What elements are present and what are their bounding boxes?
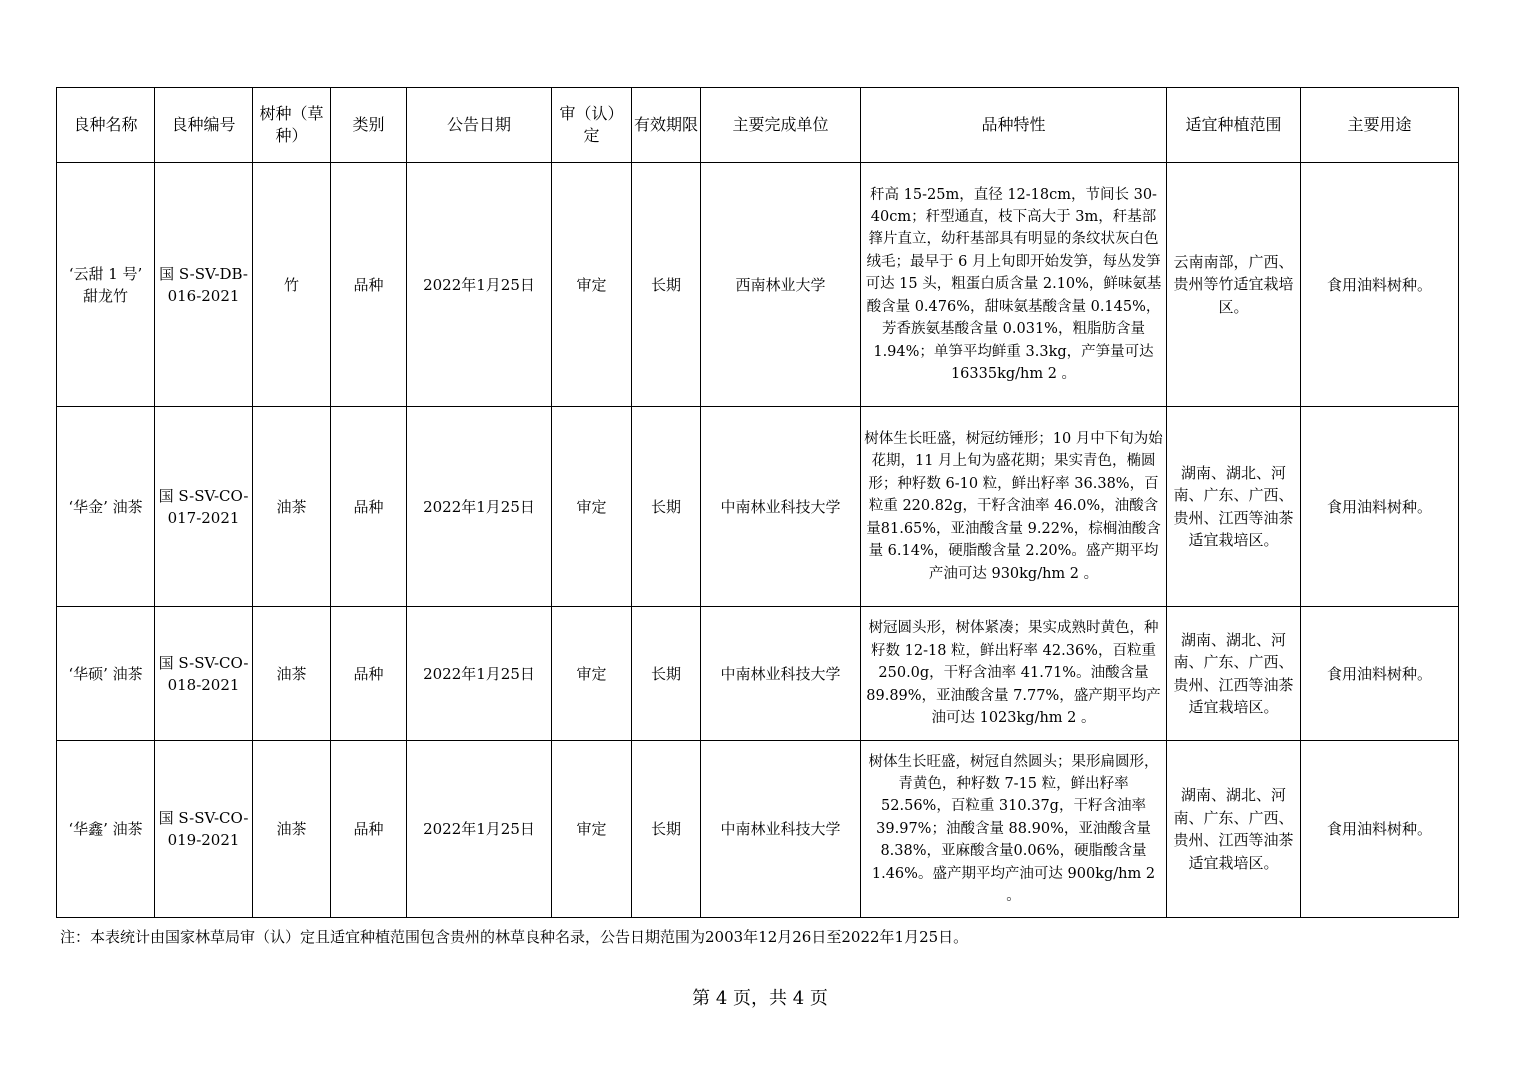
- cell-approval: 审定: [552, 607, 632, 741]
- cell-traits: 树冠圆头形，树体紧凑；果实成熟时黄色，种籽数 12-18 粒，鲜出籽率 42.36%，百粒重 250.0g，干籽含油率 41.71%。油酸含量 89.89%，亚油酸含量 7.77%，盛产期平均产油可达 1023kg/hm 2 。: [861, 607, 1167, 741]
- cell-validity: 长期: [632, 607, 701, 741]
- cell-approval: 审定: [552, 407, 632, 607]
- cell-validity: 长期: [632, 741, 701, 918]
- cell-range: 湖南、湖北、河南、广东、广西、贵州、江西等油茶适宜栽培区。: [1167, 741, 1301, 918]
- cell-validity: 长期: [632, 407, 701, 607]
- header-name: 良种名称: [57, 88, 155, 163]
- cell-range: 湖南、湖北、河南、广东、广西、贵州、江西等油茶适宜栽培区。: [1167, 407, 1301, 607]
- cell-species: 油茶: [253, 407, 331, 607]
- cell-name: ‘华金’ 油茶: [57, 407, 155, 607]
- header-approval: 审（认）定: [552, 88, 632, 163]
- cell-code: 国 S-SV-DB-016-2021: [155, 163, 253, 407]
- cell-date: 2022年1月25日: [407, 407, 552, 607]
- header-traits: 品种特性: [861, 88, 1167, 163]
- cell-name: ‘华硕’ 油茶: [57, 607, 155, 741]
- cell-use: 食用油料树种。: [1301, 163, 1459, 407]
- cell-name: ‘华鑫’ 油茶: [57, 741, 155, 918]
- cell-code: 国 S-SV-CO-018-2021: [155, 607, 253, 741]
- header-use: 主要用途: [1301, 88, 1459, 163]
- cell-traits: 树体生长旺盛，树冠自然圆头；果形扁圆形，青黄色，种籽数 7-15 粒，鲜出籽率 52.56%，百粒重 310.37g，干籽含油率 39.97%；油酸含量 88.90%，亚油酸含量 8.38%，亚麻酸含量0.06%，硬脂酸含量 1.46%。盛产期平均产油可达 900kg/hm 2 。: [861, 741, 1167, 918]
- cell-approval: 审定: [552, 163, 632, 407]
- seed-variety-table: [56, 87, 1459, 918]
- cell-approval: 审定: [552, 741, 632, 918]
- table-footnote: 注：本表统计由国家林草局审（认）定且适宜种植范围包含贵州的林草良种名录，公告日期范围为2003年12月26日至2022年1月25日。: [60, 928, 969, 946]
- cell-species: 油茶: [253, 741, 331, 918]
- header-species: 树种（草种）: [253, 88, 331, 163]
- cell-unit: 中南林业科技大学: [701, 407, 861, 607]
- cell-traits: 秆高 15-25m，直径 12-18cm，节间长 30-40cm；秆型通直，枝下高大于 3m，秆基部箨片直立，幼秆基部具有明显的条纹状灰白色绒毛；最早于 6 月上旬即开始发笋，每丛发笋可达 15 头，粗蛋白质含量 2.10%，鲜味氨基酸含量 0.476%，甜味氨基酸含量 0.145%，芳香族氨基酸含量 0.031%，粗脂肪含量 1.94%；单笋平均鲜重 3.3kg，产笋量可达 16335kg/hm 2 。: [861, 163, 1167, 407]
- header-code: 良种编号: [155, 88, 253, 163]
- cell-range: 湖南、湖北、河南、广东、广西、贵州、江西等油茶适宜栽培区。: [1167, 607, 1301, 741]
- cell-code: 国 S-SV-CO-019-2021: [155, 741, 253, 918]
- cell-category: 品种: [331, 607, 407, 741]
- header-unit: 主要完成单位: [701, 88, 861, 163]
- cell-date: 2022年1月25日: [407, 163, 552, 407]
- cell-date: 2022年1月25日: [407, 607, 552, 741]
- cell-date: 2022年1月25日: [407, 741, 552, 918]
- cell-name: ‘云甜 1 号’ 甜龙竹: [57, 163, 155, 407]
- header-validity: 有效期限: [632, 88, 701, 163]
- header-category: 类别: [331, 88, 407, 163]
- page-number: 第 4 页，共 4 页: [692, 988, 828, 1009]
- table-row: [57, 163, 1459, 407]
- table-row: [57, 741, 1459, 918]
- cell-category: 品种: [331, 407, 407, 607]
- cell-validity: 长期: [632, 163, 701, 407]
- cell-use: 食用油料树种。: [1301, 741, 1459, 918]
- header-range: 适宜种植范围: [1167, 88, 1301, 163]
- cell-use: 食用油料树种。: [1301, 407, 1459, 607]
- cell-category: 品种: [331, 741, 407, 918]
- cell-code: 国 S-SV-CO-017-2021: [155, 407, 253, 607]
- table-row: [57, 607, 1459, 741]
- cell-range: 云南南部，广西、贵州等竹适宜栽培区。: [1167, 163, 1301, 407]
- cell-category: 品种: [331, 163, 407, 407]
- cell-use: 食用油料树种。: [1301, 607, 1459, 741]
- cell-species: 油茶: [253, 607, 331, 741]
- cell-unit: 中南林业科技大学: [701, 607, 861, 741]
- header-row: [57, 88, 1459, 163]
- cell-unit: 西南林业大学: [701, 163, 861, 407]
- cell-traits: 树体生长旺盛，树冠纺锤形；10 月中下旬为始花期，11 月上旬为盛花期；果实青色，椭圆形；种籽数 6-10 粒，鲜出籽率 36.38%，百粒重 220.82g，干籽含油率 46.0%，油酸含量81.65%，亚油酸含量 9.22%，棕榈油酸含量 6.14%，硬脂酸含量 2.20%。盛产期平均产油可达 930kg/hm 2 。: [861, 407, 1167, 607]
- table-row: [57, 407, 1459, 607]
- cell-species: 竹: [253, 163, 331, 407]
- cell-unit: 中南林业科技大学: [701, 741, 861, 918]
- header-date: 公告日期: [407, 88, 552, 163]
